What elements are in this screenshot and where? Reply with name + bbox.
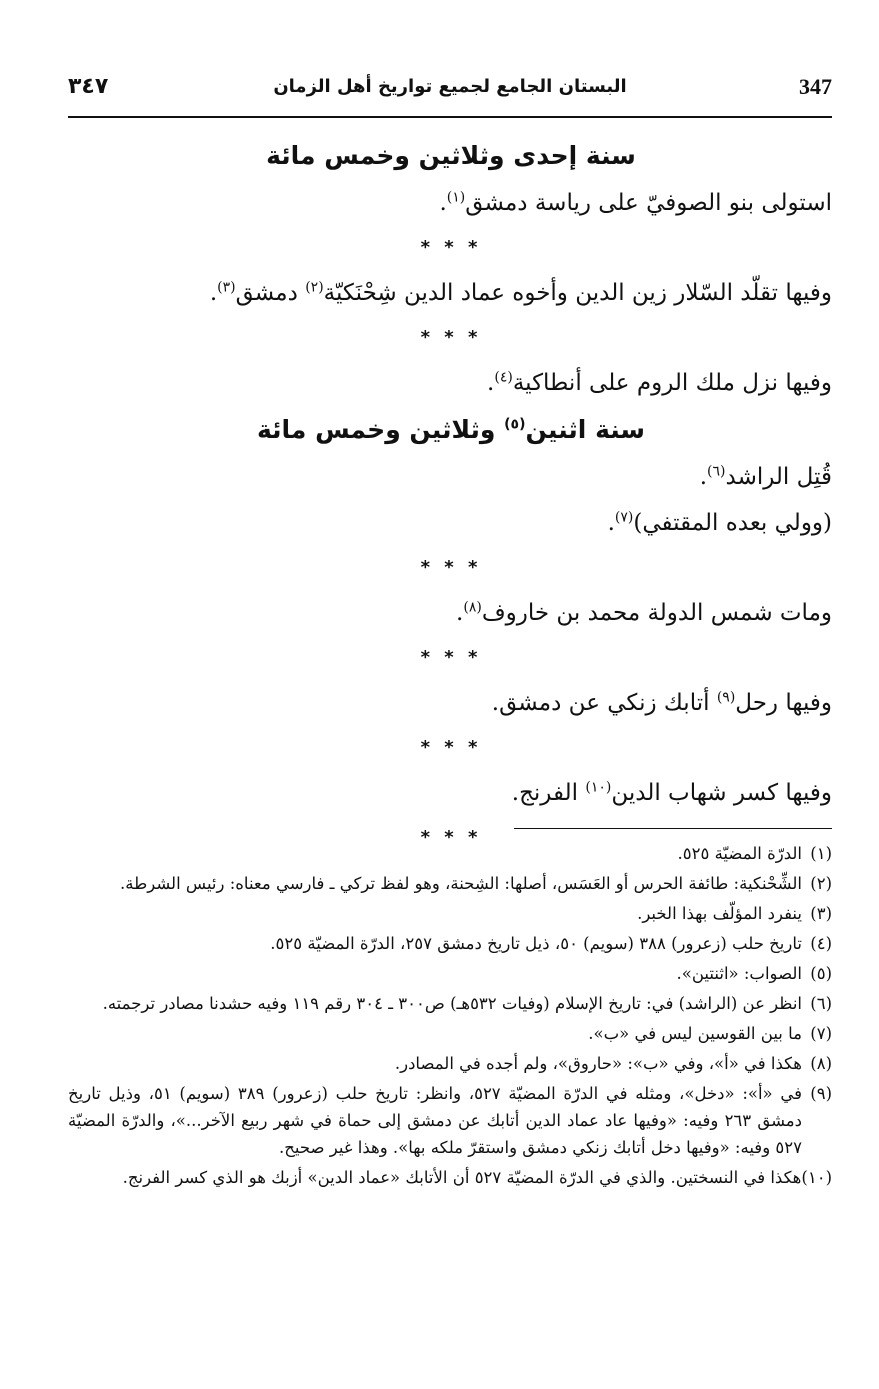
footnote xyxy=(68,930,832,957)
paragraph: (وولي بعده المقتفي)$^{(٧)}$. xyxy=(607,509,832,536)
page-header xyxy=(68,72,832,118)
footnote-mark: (٨) xyxy=(810,1054,832,1073)
separator-stars: * * * xyxy=(420,737,482,758)
page-number-arabic: ٣٤٧ xyxy=(68,74,109,99)
footnote xyxy=(68,990,832,1017)
separator-stars: * * * xyxy=(420,827,482,848)
footnote-text: ما بين القوسين ليس في «ب». xyxy=(588,1024,802,1043)
footnote-text: انظر عن (الراشد) في: تاريخ الإسلام (وفيات ٥٣٢هـ) ص٣٠٠ ـ ٣٠٤ رقم ١١٩ وفيه حشدنا مصادر ترجمته. xyxy=(102,994,802,1013)
separator-stars: * * * xyxy=(420,237,482,258)
separator-stars: * * * xyxy=(420,327,482,348)
section-title-531: سنة إحدى وثلاثين وخمس مائة xyxy=(266,141,636,170)
footnote-rule xyxy=(514,828,832,829)
footnote xyxy=(68,1164,832,1191)
footnote-ref: (١٠) xyxy=(585,779,612,796)
footnote-text: الشِّحْنكية: طائفة الحرس أو العَسَس، أصلها: الشِحنة، وهو لفظ تركي ـ فارسي معناه: رئيس الشرطة. xyxy=(120,874,802,893)
page-number-latin: 347 xyxy=(799,74,832,99)
footnote-mark: (١) xyxy=(810,844,832,863)
footnote xyxy=(68,1050,832,1077)
paragraph: وفيها تقلّد السّلار زين الدين وأخوه عماد الدين شِحْنَكيّة$^{(٢)}$ دمشق$^{(٣)}$. xyxy=(209,279,832,306)
running-title: البستان الجامع لجميع تواريخ أهل الزمان xyxy=(273,76,627,97)
footnote-ref: (٦) xyxy=(707,463,726,480)
paragraph: ومات شمس الدولة محمد بن خاروف$^{(٨)}$. xyxy=(456,599,832,626)
footnote-mark: (٥) xyxy=(810,964,832,983)
footnote-text: ينفرد المؤلّف بهذا الخبر. xyxy=(637,904,802,923)
separator-stars: * * * xyxy=(420,557,482,578)
footnote-mark: (٢) xyxy=(810,874,832,893)
footnote-ref: (٢) xyxy=(305,279,324,296)
footnotes xyxy=(68,840,832,1194)
footnote-text: الصواب: «اثنتين». xyxy=(676,964,802,983)
footnote-mark: (٣) xyxy=(810,904,832,923)
paragraph: وفيها كسر شهاب الدين$^{(١٠)}$ الفرنج. xyxy=(511,779,832,806)
footnote-ref: (٤) xyxy=(494,369,513,386)
footnote-mark: (٦) xyxy=(810,994,832,1013)
footnote xyxy=(68,870,832,897)
footnote-ref: (٧) xyxy=(614,509,634,526)
footnote-ref: (٥) xyxy=(504,416,526,433)
paragraph: قُتِل الراشد$^{(٦)}$. xyxy=(699,463,832,490)
footnote-text: الدرّة المضيّة ٥٢٥. xyxy=(677,844,802,863)
footnote-text: هكذا في النسختين. والذي في الدرّة المضيّة ٥٢٧ أن الأتابك «عماد الدين» أزبك هو الذي كسر الفرنج. xyxy=(122,1168,802,1187)
footnote xyxy=(68,840,832,867)
footnote-text: في «أ»: «دخل»، ومثله في الدرّة المضيّة ٥٢٧، وانظر: تاريخ حلب (زعرور) ٣٨٩ (سويم) ٥١، وذيل تاريخ دمشق ٢٦٣ وفيه: «وفيها عاد عماد الدين أتابك عن دمشق إلى حماة في شهر ربيع الآخر...»، والدرّة المضيّة ٥٢٧ وفيه: «وفيها دخل أتابك زنكي دمشق واستقرّ ملكه بها». وهذا غير صحيح. xyxy=(68,1084,802,1157)
footnote-ref: (٣) xyxy=(217,279,236,296)
footnote-text: تاريخ حلب (زعرور) ٣٨٨ (سويم) ٥٠، ذيل تاريخ دمشق ٢٥٧، الدرّة المضيّة ٥٢٥. xyxy=(270,934,802,953)
footnote-ref: (١) xyxy=(446,189,466,206)
footnote-mark: (٧) xyxy=(810,1024,832,1043)
paragraph: استولى بنو الصوفيّ على رياسة دمشق$^{(١)}$. xyxy=(439,189,832,216)
footnote-mark: (٩) xyxy=(810,1084,832,1103)
footnote xyxy=(68,1080,832,1161)
footnote-ref: (٩) xyxy=(716,689,736,706)
footnote xyxy=(68,1020,832,1047)
footnote-mark: (٤) xyxy=(810,934,832,953)
footnote-text: هكذا في «أ»، وفي «ب»: «حاروق»، ولم أجده في المصادر. xyxy=(394,1054,802,1073)
paragraph: وفيها رحل$^{(٩)}$ أتابك زنكي عن دمشق. xyxy=(491,689,832,716)
main-text xyxy=(70,130,832,858)
footnote-ref: (٨) xyxy=(463,599,482,616)
footnote xyxy=(68,900,832,927)
section-title-532: سنة اثنين$^{(٥)}$ وثلاثين وخمس مائة xyxy=(256,415,646,444)
footnote xyxy=(68,960,832,987)
separator-stars: * * * xyxy=(420,647,482,668)
footnote-mark: (١٠) xyxy=(801,1168,832,1187)
paragraph: وفيها نزل ملك الروم على أنطاكية$^{(٤)}$. xyxy=(487,369,832,396)
